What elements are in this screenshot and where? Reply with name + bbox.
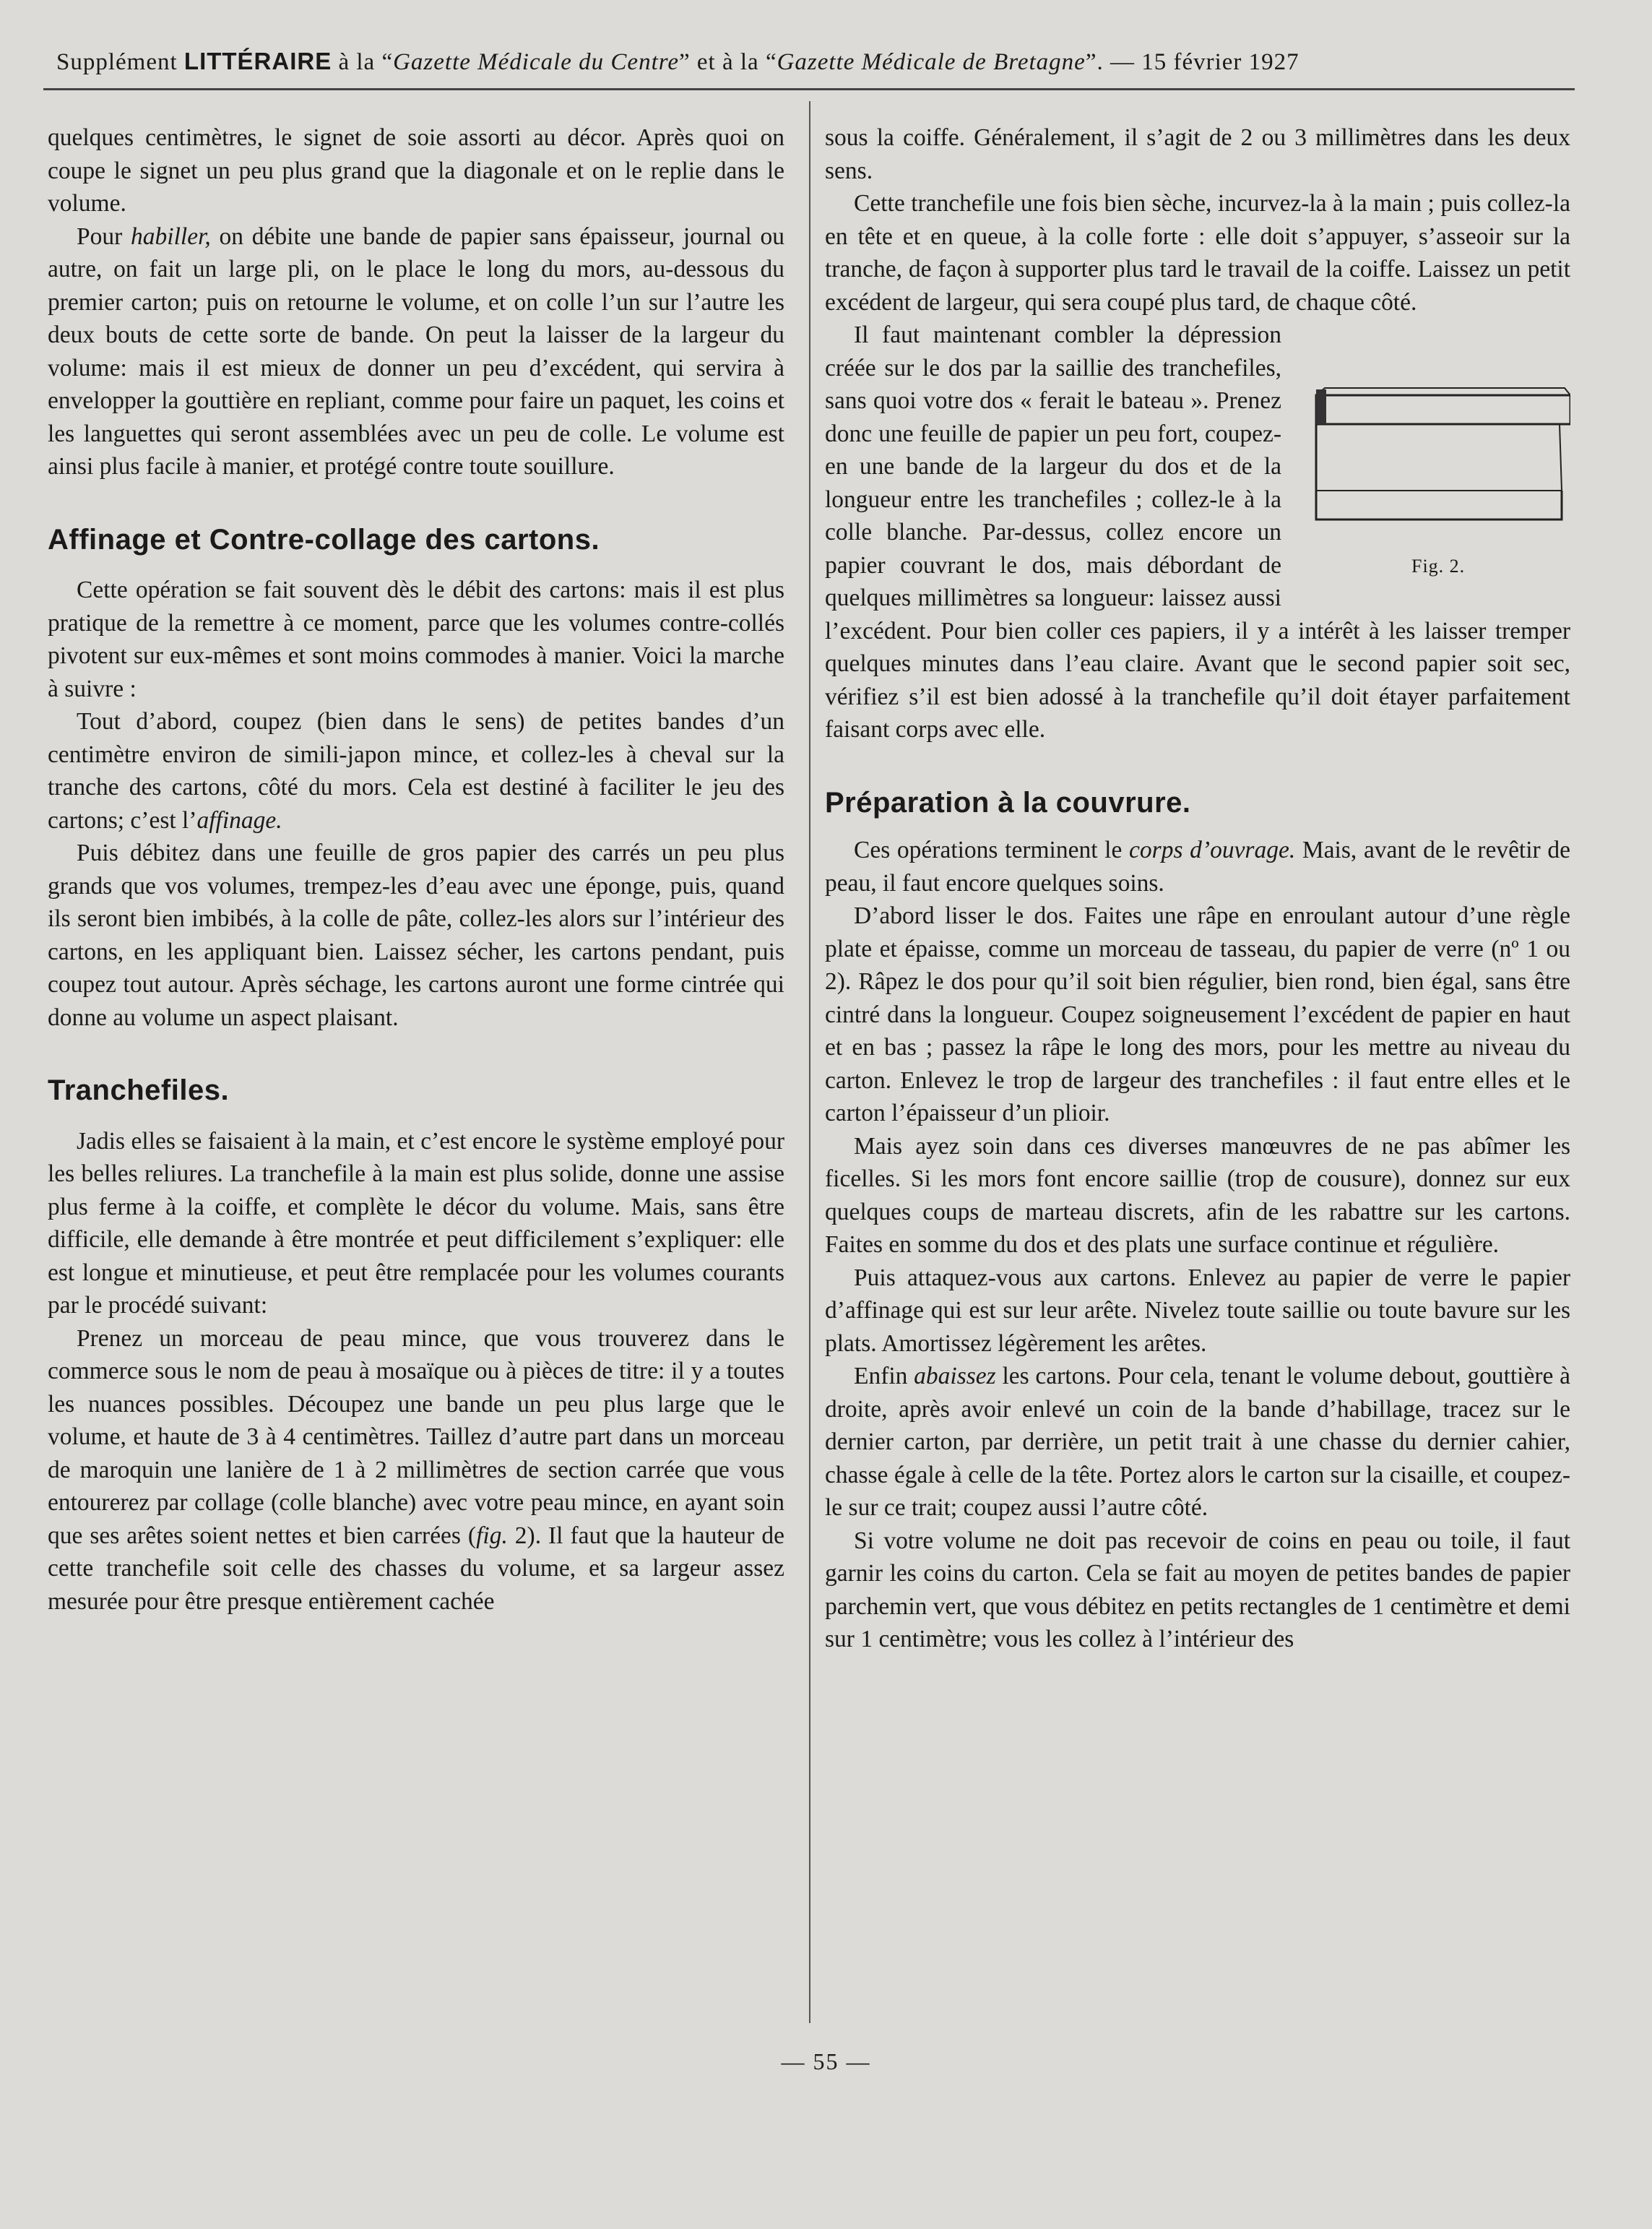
header-text-2: ” et à la “ — [679, 49, 777, 75]
left-column — [48, 121, 784, 1618]
paragraph — [48, 1322, 784, 1618]
paragraph: Mais ayez soin dans ces diverses manœuvres de ne pas abîmer les ficelles. Si les mors font encore saillie (trop de cousure), donnez sur eux quelques coups de marteau discrets, afin de les rabattre sur les cartons. Faites en somme du dos et des plats une surface continue et régulière. — [825, 1132, 1570, 1258]
header-supplement: Supplément — [56, 49, 178, 75]
running-header — [56, 48, 1566, 76]
section-heading: Préparation à la couvrure. — [825, 786, 1191, 819]
paragraph: sous la coiffe. Généralement, il s’agit de 2 ou 3 millimètres dans les deux sens. — [825, 124, 1570, 184]
emphasis: fig. — [476, 1522, 508, 1549]
paragraph: quelques centimètres, le signet de soie assorti au décor. Après quoi on coupe le signet un peu plus grand que la diagonale et on le replie dans le volume. — [48, 124, 784, 217]
figure-2 — [1296, 382, 1570, 585]
text: Mais, avant de le revêtir de peau, il faut encore quelques soins. — [825, 837, 1570, 897]
spacer — [48, 556, 784, 574]
paragraph: Puis attaquez-vous aux cartons. Enlevez au papier de verre le papier d’affinage qui est sur leur arête. Nivelez toute saillie ou toute bavure sur les plats. Amortissez légèrement les arêtes. — [825, 1264, 1570, 1357]
header-rule — [43, 88, 1575, 90]
header-journal-1: Gazette Médicale du Centre — [393, 49, 680, 75]
spacer — [48, 1034, 784, 1074]
tranchefile-diagram — [1310, 382, 1570, 548]
text: on débite une bande de papier sans épaisseur, journal ou autre, on fait un large pli, on le place le long du mors, au-dessous du premier carton; puis on retourne le volume, et on colle l’un sur l’autre les deux bouts de cette sorte de bande. On peut la laisser de la largeur du volume: mais il est mieux de donner un peu d’excédent, qui servira à envelopper la gouttière en repliant, comme pour faire un paquet, les coins et les languettes qui seront assemblées avec un peu de colle. Le volume est ainsi plus facile à manier, et protégé contre toute souillure. — [48, 223, 784, 480]
paragraph: D’abord lisser le dos. Faites une râpe en enroulant autour d’une règle plate et épaisse, comme un morceau de tasseau, du papier de verre (nº 1 ou 2). Râpez le dos pour qu’il soit bien régulier, bien rond, bien égal, sans être cintré dans la longueur. Coupez soigneusement l’excédent de papier en haut et en bas ; passez la râpe le long des mors, pour les mettre au niveau du carton. Enlevez le trop de largeur des tranchefiles : il faut entre elles et le carton l’épaisseur d’un plioir. — [825, 902, 1570, 1126]
header-date: ”. — 15 février 1927 — [1085, 49, 1299, 75]
emphasis: corps d’ouvrage. — [1129, 837, 1296, 863]
paragraph: Puis débitez dans une feuille de gros papier des carrés un peu plus grands que vos volumes, trempez-les d’eau avec une éponge, puis, quand ils seront bien imbibés, à la colle de pâte, collez-les alors sur l’intérieur des cartons, en les appliquant bien. Laissez sécher, les cartons pendant, puis coupez tout autour. Après séchage, les cartons auront une forme cintrée qui donne au volume un aspect plaisant. — [48, 840, 784, 1031]
paragraph: Si votre volume ne doit pas recevoir de coins en peau ou toile, il faut garnir les coins du carton. Cela se fait au moyen de petites bandes de papier parchemin vert, que vous débitez en petits rectangles de 1 centimètre et demi sur 1 centimètre; vous les collez à l’intérieur des — [825, 1527, 1570, 1652]
text: 2). Il faut que la hauteur de cette tranchefile soit celle des chasses du volume, et sa largeur assez mesurée pour être presque entièrement cachée — [48, 1522, 784, 1615]
spacer — [48, 1108, 784, 1125]
emphasis: abaissez — [914, 1363, 996, 1389]
emphasis: affinage. — [196, 806, 282, 834]
text: Pour — [77, 223, 131, 250]
section-heading: Affinage et Contre-collage des cartons. — [48, 523, 600, 556]
header-litteraire: LITTÉRAIRE — [183, 48, 332, 74]
paragraph: Cette tranchefile une fois bien sèche, incurvez-la à la main ; puis collez-la en tête et en queue, à la colle forte : elle doit s’appuyer, s’asseoir sur la tranche, de façon à supporter plus tard le travail de la coiffe. Laissez un petit excédent de largeur, qui sera coupé plus tard, de chaque côté. — [825, 190, 1570, 316]
text: Prenez un morceau de peau mince, que vous trouverez dans le commerce sous le nom de peau à mosaïque ou à pièces de titre: il y a toutes les nuances possibles. Découpez une bande un peu plus large que le volume, et haute de 3 à 4 centimètres. Taillez d’autre part dans un morceau de maroquin une lanière de 1 à 2 millimètres de section carrée que vous entourerez par collage (colle blanche) avec votre peau mince, en ayant soin que ses arêtes soient nettes et bien carrées ( — [48, 1324, 784, 1549]
paragraph — [825, 834, 1570, 900]
text: Ces opérations terminent le — [854, 837, 1130, 863]
header-journal-2: Gazette Médicale de Bretagne — [777, 49, 1086, 75]
header-text-1: à la “ — [338, 49, 394, 75]
text: Tout d’abord, coupez (bien dans le sens) de petites bandes d’un centimètre environ de simili-japon mince, et collez-les à cheval sur la tranche des cartons, côté du mors. Cela est destiné à faciliter le jeu des cartons; c’est l’ — [48, 708, 784, 834]
column-rule — [809, 101, 810, 2023]
spacer — [825, 819, 1570, 834]
text: Enfin — [854, 1363, 914, 1389]
spacer — [48, 483, 784, 524]
paragraph — [825, 1360, 1570, 1525]
spacer — [825, 746, 1570, 787]
emphasis: habiller, — [131, 223, 211, 250]
text: les cartons. Pour cela, tenant le volume debout, gouttière à droite, après avoir enlevé un coin de la bande d’habillage, tracez sur le dernier carton, par derrière, un petit trait à une chasse du dernier cahier, chasse égale à celle de la tête. Portez alors le carton sur la cisaille, et coupez-le sur ce trait; coupez aussi l’autre côté. — [825, 1363, 1570, 1521]
paragraph — [48, 220, 784, 483]
paragraph: Il faut maintenant combler la dépression créée sur le dos par la saillie des tranchefiles, sans quoi votre dos « ferait le bateau ». Prenez donc une feuille de papier un peu fort, coupez-en une bande de la largeur du dos et de la longueur entre les tranchefiles ; collez-le à la colle blanche. Par-dessus, collez encore un papier couvrant le dos, mais débordant de quelques millimètres sa longueur: laissez aussi l’excédent. Pour bien coller ces papiers, il y a intérêt à les laisser tremper quelques minutes dans l’eau claire. Avant que le second papier soit sec, vérifiez s’il est bien adossé à la tranchefile qu’il doit étayer parfaitement faisant corps avec elle. — [825, 322, 1570, 743]
right-column — [825, 121, 1570, 1656]
figure-caption: Fig. 2. — [1411, 556, 1466, 577]
section-heading: Tranchefiles. — [48, 1074, 230, 1106]
paragraph — [48, 705, 784, 837]
page-number: — 55 — — [781, 2048, 871, 2074]
paragraph: Cette opération se fait souvent dès le débit des cartons: mais il est plus pratique de la remettre à ce moment, parce que les volumes contre-collés pivotent sur eux-mêmes et sont moins commodes à manier. Voici la marche à suivre : — [48, 577, 784, 702]
paragraph: Jadis elles se faisaient à la main, et c’est encore le système employé pour les belles reliures. La tranchefile à la main est plus solide, donne une assise plus ferme à la coiffe, et complète le décor du volume. Mais, sans être difficile, elle demande à être montrée et peut difficilement s’expliquer: elle est longue et minutieuse, et peut être remplacée pour les volumes courants par le procédé suivant: — [48, 1127, 784, 1319]
